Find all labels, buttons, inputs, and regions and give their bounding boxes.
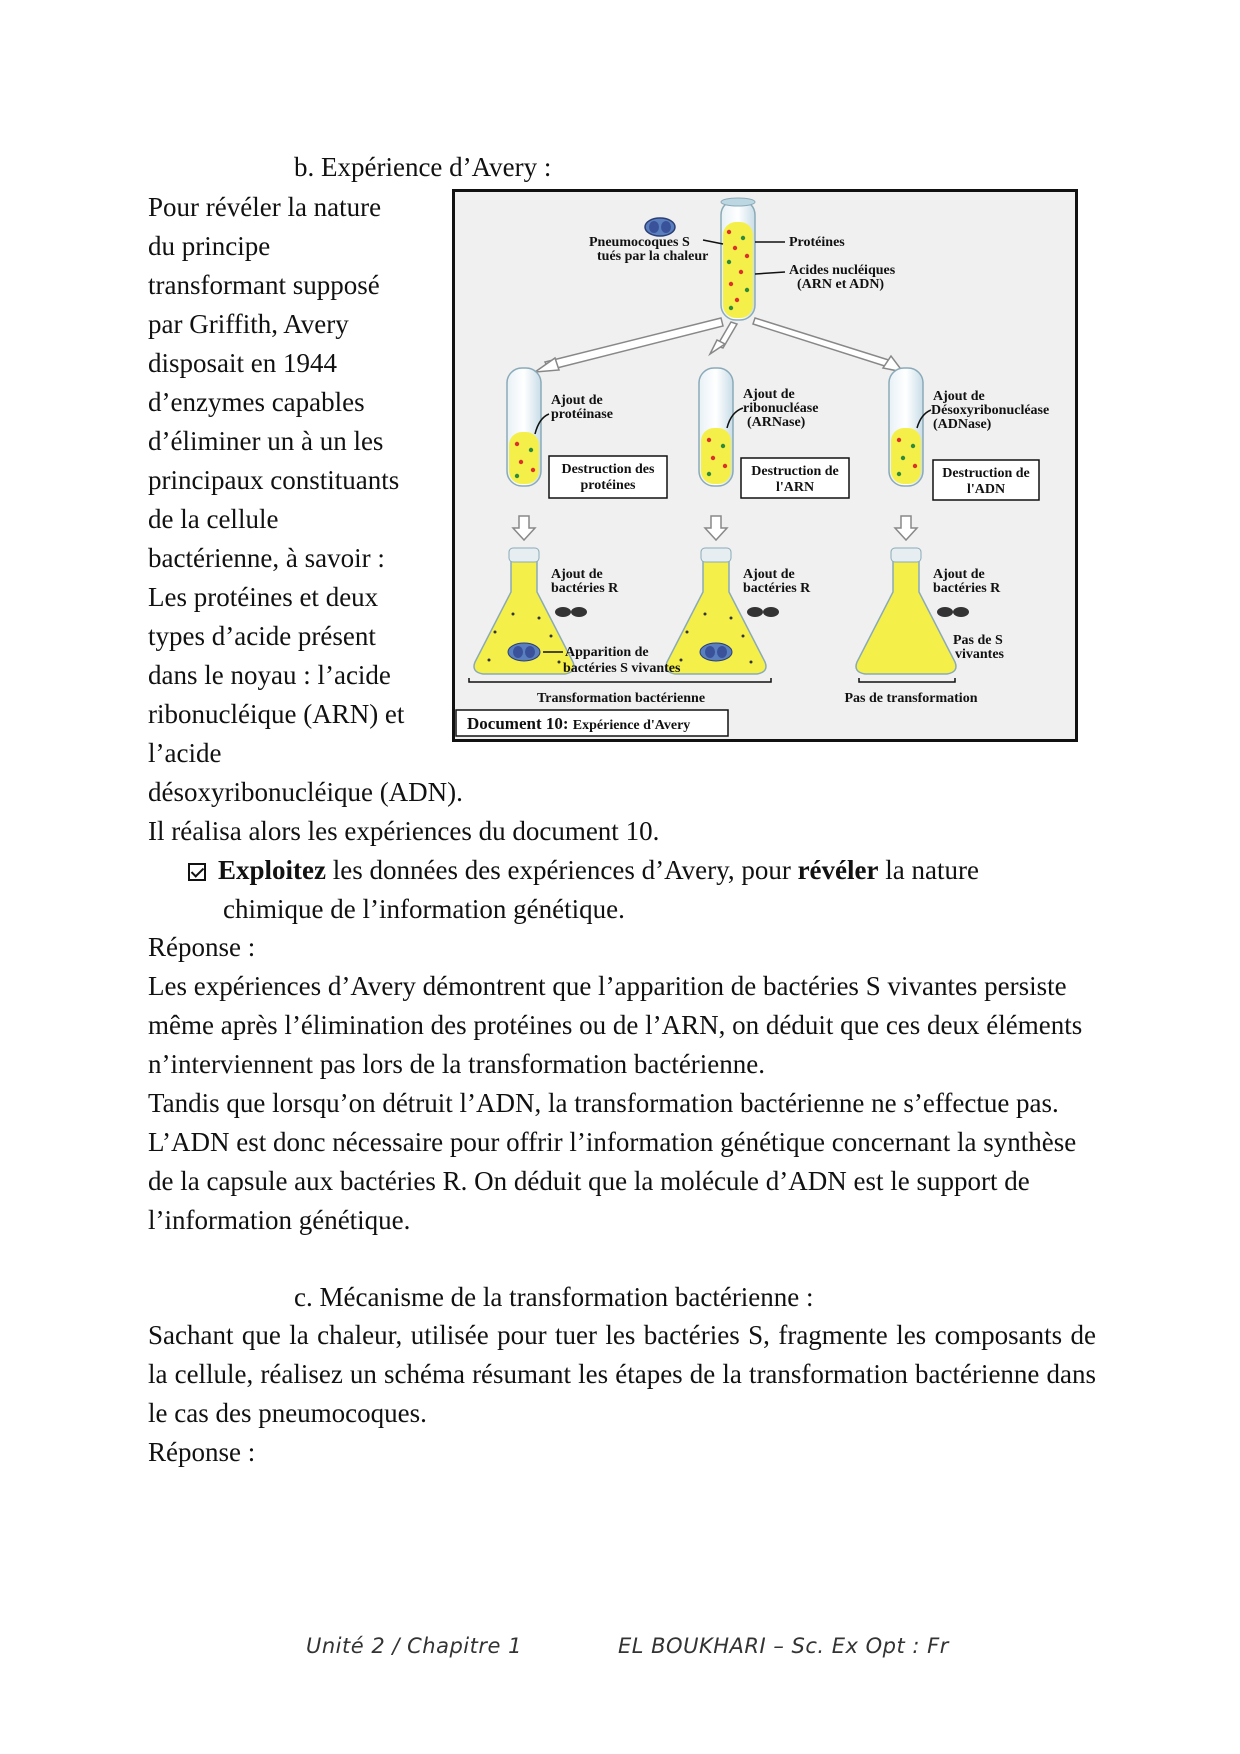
label-destroy-adn-2: l'ADN [966, 482, 1006, 497]
label-destroy-arn-2: l'ARN [775, 480, 815, 495]
label-nucleic-acids: Acides nucléiques [789, 263, 896, 278]
intro-line: Pour révéler la nature [148, 192, 382, 222]
footer-unit: Unité 2 / Chapitre 1 [306, 1634, 522, 1658]
intro-doc-reference: Il réalisa alors les expériences du document 10. [148, 816, 660, 846]
label-no-s-2: vivantes [955, 647, 1004, 662]
document-10-figure [452, 189, 1078, 742]
checkbox-icon [188, 863, 206, 881]
pneumococcus-icon [645, 218, 675, 236]
label-add-r-1: Ajout de [743, 567, 795, 582]
label-destroy-adn-1: Destruction de [942, 466, 1030, 481]
box-destroy-proteins [549, 456, 667, 498]
label-arnase: (ARNase) [747, 415, 806, 430]
section-c-heading: c. Mécanisme de la transformation bactérienne : [294, 1282, 814, 1312]
intro-line: transformant supposé [148, 270, 380, 300]
section-c-response-label: Réponse : [148, 1437, 256, 1467]
footer-author: EL BOUKHARI – Sc. Ex Opt : Fr [618, 1634, 949, 1658]
intro-line: d’éliminer un à un les [148, 426, 384, 456]
response-label: Réponse : [148, 932, 256, 962]
label-add-r-2: bactéries R [551, 581, 619, 596]
task-line-1 [188, 851, 979, 890]
label-rna-dna: (ARN et ADN) [797, 277, 885, 292]
intro-line: disposait en 1944 [148, 348, 337, 378]
label-adnase: (ADNase) [933, 417, 992, 432]
task-verb-reveal: révéler [797, 855, 879, 885]
label-add-r-2: bactéries R [933, 581, 1001, 596]
label-destroy-proteins-2: protéines [580, 478, 636, 493]
task-line-2: chimique de l’information génétique. [223, 894, 625, 924]
label-no-s-1: Pas de S [953, 633, 1003, 648]
intro-line: bactérienne, à savoir : [148, 543, 385, 573]
task-verb-exploit: Exploitez [218, 855, 326, 885]
section-c-question: Sachant que la chaleur, utilisée pour tuer les bactéries S, fragmente les composants de la cellule, réalisez un schéma résumant les étapes de la transformation bactérienne dans le cas des pneumocoques. [148, 1320, 1096, 1428]
label-destroy-arn-1: Destruction de [751, 464, 839, 479]
label-transformation: Transformation bactérienne [536, 691, 706, 706]
label-proteins: Protéines [789, 235, 845, 250]
intro-line: l’acide [148, 738, 222, 768]
label-deoxyribonuclease: Désoxyribonucléase [931, 403, 1050, 418]
intro-column [148, 188, 448, 773]
label-destroy-proteins-1: Destruction des [561, 462, 655, 477]
caption-document-label: Document 10: [467, 714, 569, 733]
box-destroy-arn [741, 458, 849, 498]
caption-title: Expérience d'Avery [572, 718, 691, 733]
branch-arrows [535, 318, 903, 372]
intro-line: d’enzymes capables [148, 387, 365, 417]
intro-line: ribonucléique (ARN) et [148, 699, 405, 729]
intro-line: par Griffith, Avery [148, 309, 349, 339]
answer-paragraph-1: Les expériences d’Avery démontrent que l’apparition de bactéries S vivantes persiste même après l’élimination des protéines ou de l’ARN, on déduit que ces deux éléments n’interviennent pas lors de la transformation bactérienne. [148, 971, 1083, 1079]
label-proteinase: protéinase [551, 407, 613, 422]
label-add-r-1: Ajout de [551, 567, 603, 582]
intro-line: dans le noyau : l’acide [148, 660, 391, 690]
label-appear-2: bactéries S vivantes [563, 661, 681, 676]
label-ribonuclease: ribonucléase [743, 401, 819, 416]
label-no-transformation: Pas de transformation [844, 691, 978, 706]
label-add-r-2: bactéries R [743, 581, 811, 596]
bracket-transformation [469, 678, 771, 682]
section-b-heading: b. Expérience d’Avery : [294, 152, 552, 182]
intro-end: désoxyribonucléique (ADN). [148, 777, 463, 807]
intro-line: du principe [148, 231, 271, 261]
answer-paragraph-2: Tandis que lorsqu’on détruit l’ADN, la transformation bactérienne ne s’effectue pas. L’ADN est donc nécessaire pour offrir l’information génétique concernant la synthèse de la capsule aux bactéries R. On déduit que la molécule d’ADN est le support de l’information génétique. [148, 1088, 1077, 1235]
figure-caption [456, 710, 728, 736]
label-pneumococcus: Pneumocoques S [589, 235, 690, 250]
label-appear-1: Apparition de [565, 645, 649, 660]
intro-line: principaux constituants [148, 465, 400, 495]
pointer-line [755, 272, 785, 274]
box-destroy-adn [933, 460, 1039, 500]
label-add-dnase: Ajout de [933, 389, 985, 404]
label-add-r-1: Ajout de [933, 567, 985, 582]
label-add-rnase: Ajout de [743, 387, 795, 402]
down-arrows [513, 516, 917, 540]
tube-proteinase [507, 368, 541, 486]
bracket-no-transformation [859, 678, 955, 682]
avery-experiment-diagram [455, 192, 1075, 739]
task-text: la nature [878, 855, 979, 885]
intro-line: de la cellule [148, 504, 279, 534]
intro-line: types d’acide présent [148, 621, 376, 651]
pointer-line [703, 240, 723, 244]
intro-line: Les protéines et deux [148, 582, 379, 612]
label-heat-killed: tués par la chaleur [597, 249, 709, 264]
task-text: les données des expériences d’Avery, pour [326, 855, 798, 885]
label-add-proteinase: Ajout de [551, 393, 603, 408]
